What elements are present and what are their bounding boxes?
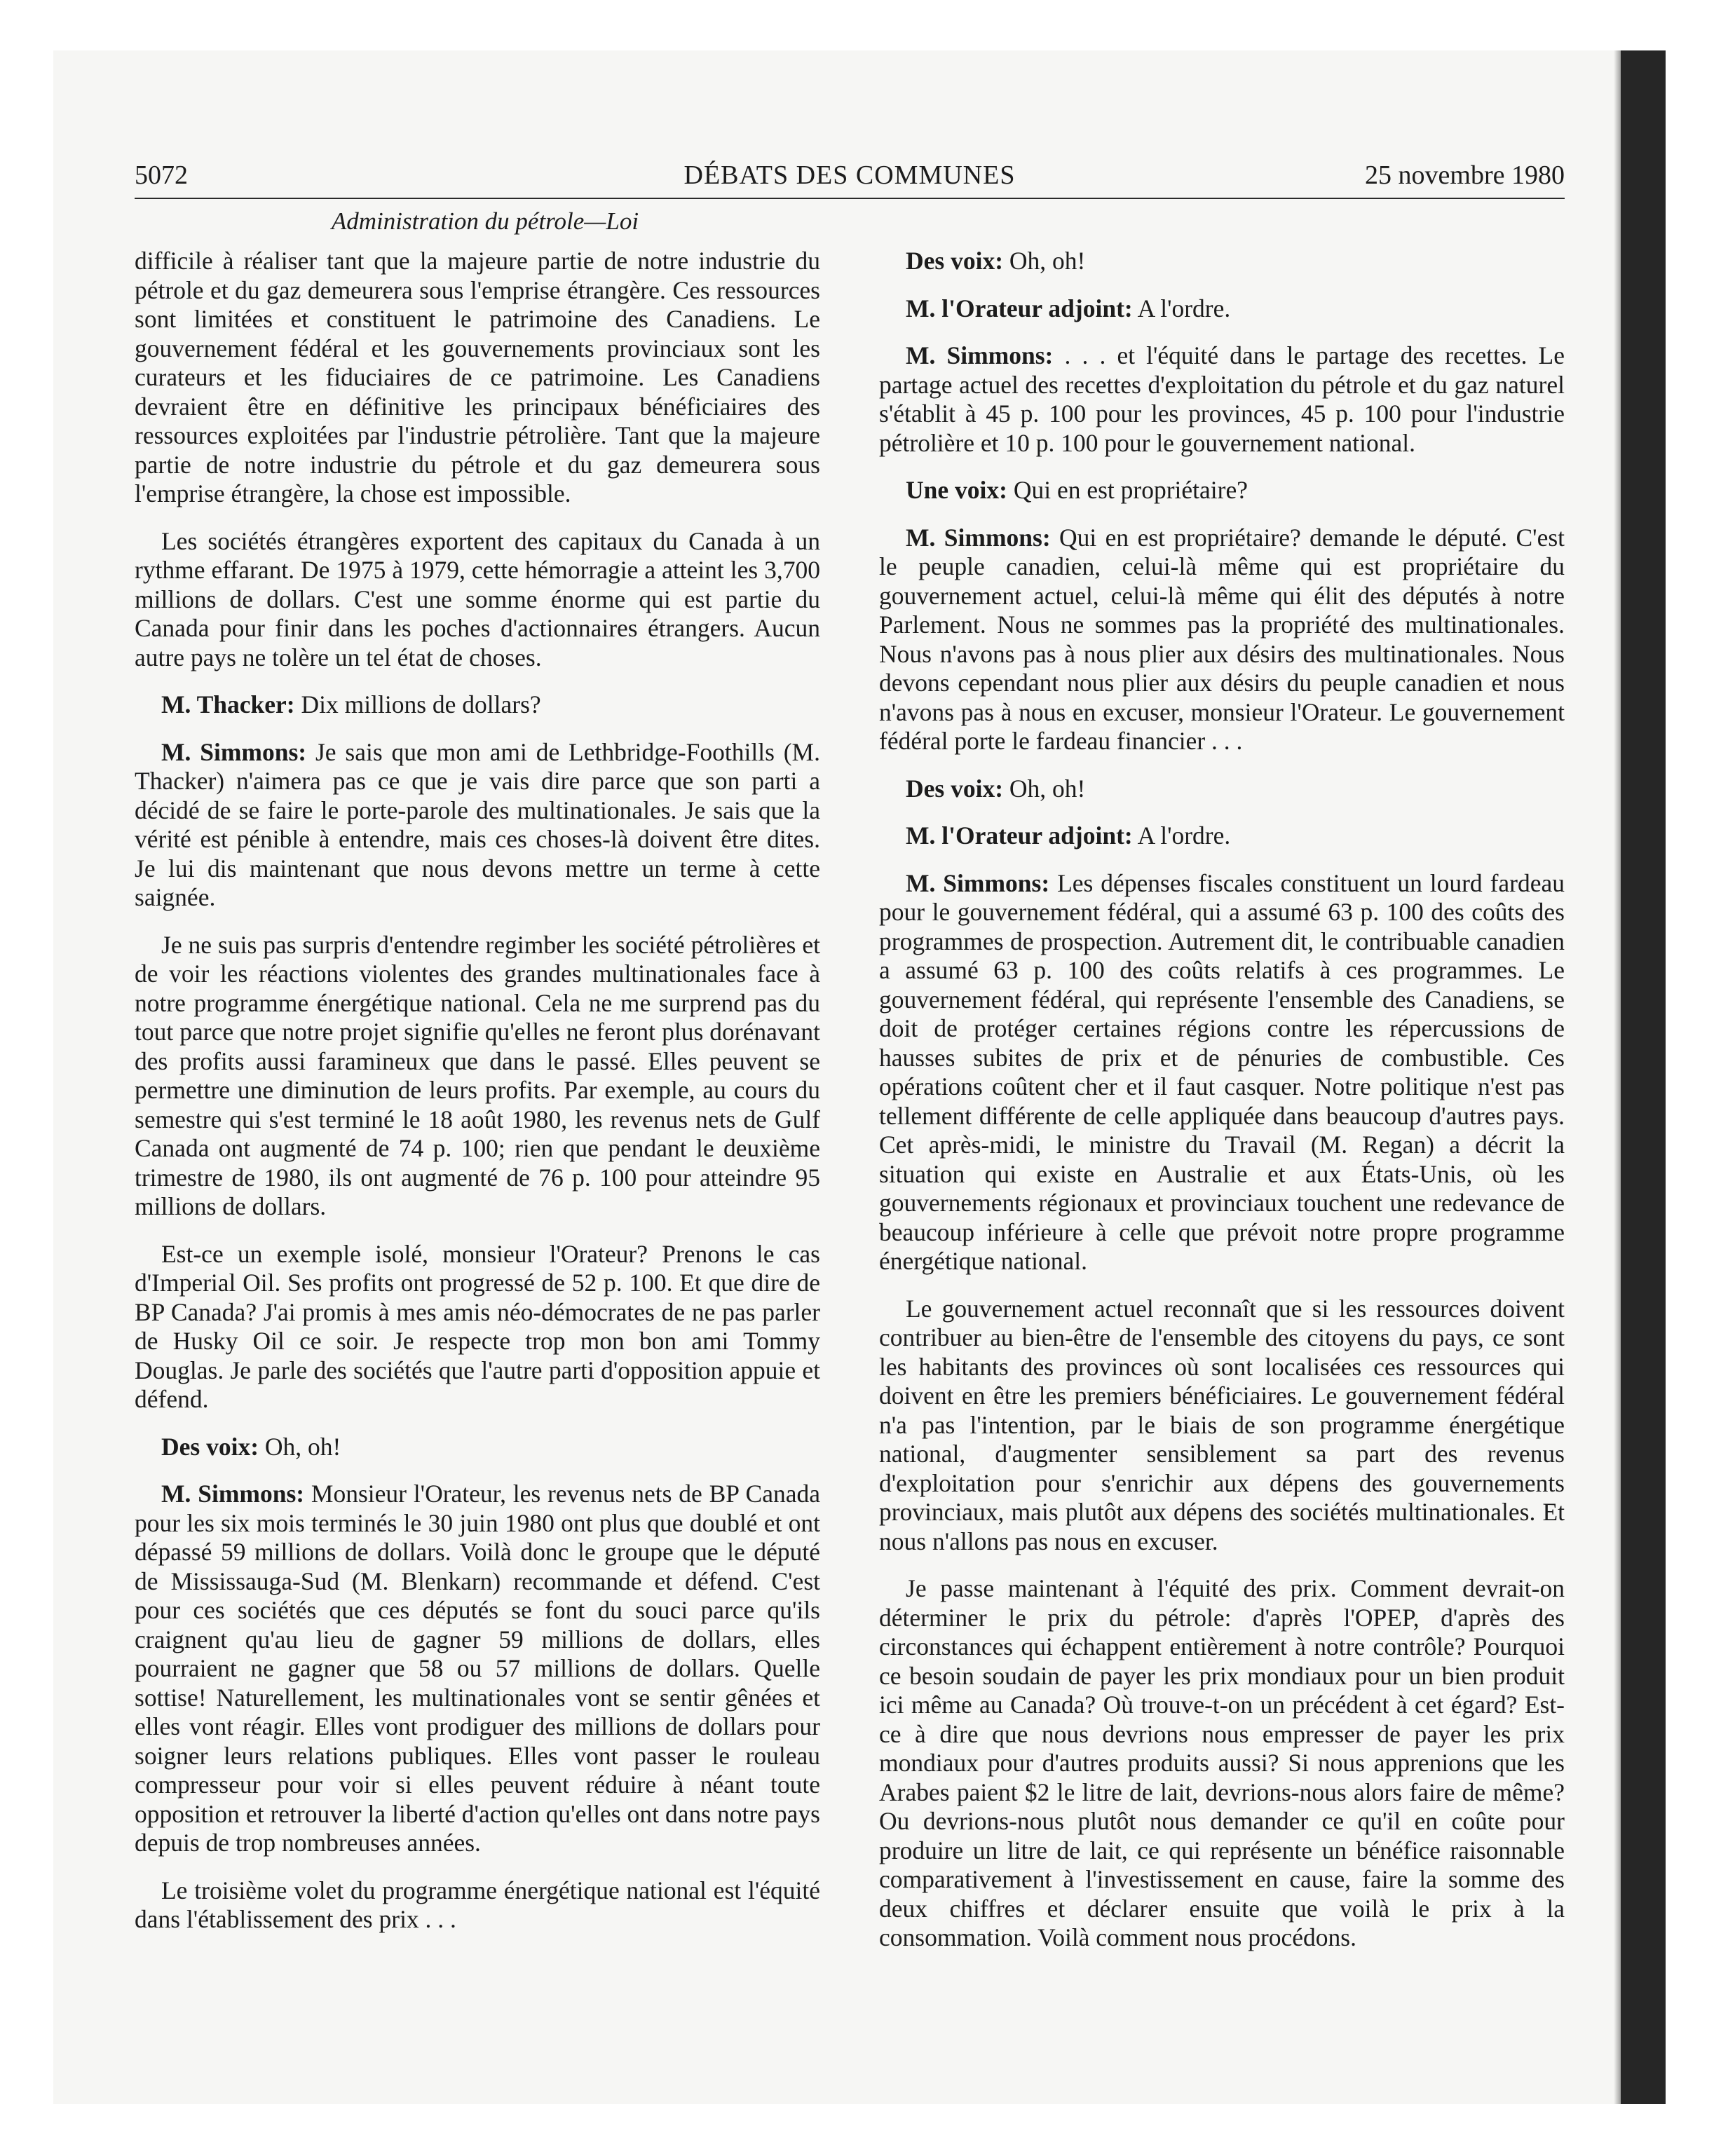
speaker-name: M. Simmons: bbox=[161, 737, 307, 766]
paragraph bbox=[879, 247, 1565, 276]
paragraph bbox=[879, 341, 1565, 458]
paragraph-text: Dix millions de dollars? bbox=[301, 690, 541, 718]
paragraph bbox=[135, 931, 820, 1222]
page-header bbox=[135, 160, 1565, 199]
paragraph bbox=[879, 1295, 1565, 1557]
paragraph bbox=[135, 1433, 820, 1462]
paragraph bbox=[135, 1240, 820, 1414]
paragraph bbox=[879, 821, 1565, 851]
paragraph-text: Je sais que mon ami de Lethbridge-Foothills (M. Thacker) n'aimera pas ce que je vais dire parce que son parti a décidé de se faire le porte-parole des multinationales. Je sais que la vérité est pénible à entendre, mais ces choses-là doivent être dites. Je lui dis maintenant que nous devons mettre un terme à cette saignée. bbox=[135, 737, 820, 911]
running-head: Administration du pétrole—Loi bbox=[331, 207, 639, 235]
paragraph-text: Est-ce un exemple isolé, monsieur l'Orateur? Prenons le cas d'Imperial Oil. Ses profits ont progressé de 52 p. 100. Et que dire de BP Canada? J'ai promis à mes amis néo-démocrates de ne pas parler de Husky Oil ce soir. Je respecte trop mon bon ami Tommy Douglas. Je parle des sociétés que l'autre parti d'opposition appuie et défend. bbox=[135, 1239, 820, 1413]
speaker-name: M. l'Orateur adjoint: bbox=[906, 294, 1133, 322]
paragraph bbox=[135, 690, 820, 720]
paragraph bbox=[879, 294, 1565, 324]
scan-edge-shadow bbox=[1621, 50, 1666, 2104]
paragraph bbox=[879, 869, 1565, 1276]
paragraph bbox=[135, 738, 820, 913]
left-column bbox=[135, 247, 820, 1953]
page-date: 25 novembre 1980 bbox=[1365, 161, 1565, 190]
speaker-name: Des voix: bbox=[906, 774, 1004, 803]
paragraph bbox=[135, 1480, 820, 1858]
paragraph-text: Le troisième volet du programme énergétique national est l'équité dans l'établissement des prix . . . bbox=[135, 1876, 820, 1933]
paragraph bbox=[135, 247, 820, 509]
paragraph-text: A l'ordre. bbox=[1137, 294, 1231, 322]
paragraph-text: Oh, oh! bbox=[1009, 774, 1086, 803]
paragraph-text: A l'ordre. bbox=[1137, 821, 1231, 850]
paragraph-text: Monsieur l'Orateur, les revenus nets de BP Canada pour les six mois terminés le 30 juin 1980 ont plus que doublé et ont dépassé 59 millions de dollars. Voilà donc le groupe que le député de Mississauga-Sud (M. Blenkarn) recommande et défend. C'est pour ces sociétés que ces députés se font du souci parce qu'ils craignent qu'au lieu de gagner 59 millions de dollars, elles pourraient ne gagner que 58 ou 57 millions de dollars. Quelle sottise! Naturellement, les multinationales vont se sentir gênées et elles vont réagir. Elles vont prodiguer des millions de dollars pour soigner leurs relations publiques. Elles vont passer le rouleau compresseur pour voir si elles peuvent réduire à néant toute opposition et retrouver la liberté d'action qu'elles ont dans notre pays depuis de trop nombreuses années. bbox=[135, 1480, 820, 1857]
speaker-name: M. Simmons: bbox=[906, 523, 1051, 552]
paragraph bbox=[135, 1876, 820, 1935]
paragraph-text: . . . et l'équité dans le partage des recettes. Le partage actuel des recettes d'exploitation du pétrole et du gaz naturel s'établit à 45 p. 100 pour les provinces, 45 p. 100 pour l'industrie pétrolière et 10 p. 100 pour le gouvernement national. bbox=[879, 341, 1565, 457]
paragraph-text: Les dépenses fiscales constituent un lourd fardeau pour le gouvernement fédéral, qui a assumé 63 p. 100 des coûts des programmes de prospection. Autrement dit, le contribuable canadien a assumé 63 p. 100 des coûts relatifs à ces programmes. Le gouvernement fédéral, qui représente l'ensemble des Canadiens, se doit de protéger certaines régions contre les répercussions de hausses subites de prix et de pénuries de combustible. Ces opérations coûtent cher et il faut casquer. Notre politique n'est pas tellement différente de celle appliquée dans beaucoup d'autres pays. Cet après-midi, le ministre du Travail (M. Regan) a décrit la situation qui existe en Australie et aux États-Unis, où les gouvernements régionaux et provinciaux touchent une redevance de beaucoup inférieure à celle que prévoit notre propre programme énergétique national. bbox=[879, 868, 1565, 1275]
paragraph-text: Qui en est propriétaire? demande le député. C'est le peuple canadien, celui-là même qui est propriétaire du gouvernement actuel, celui-là même qui élit des députés à notre Parlement. Nous ne sommes pas la propriété des multinationales. Nous n'avons pas à nous plier aux désirs des multinationales. Nous devons cependant nous plier aux désirs du peuple canadien et nous n'avons pas à nous en excuser, monsieur l'Orateur. Le gouvernement fédéral porte le fardeau financier . . . bbox=[879, 523, 1565, 755]
page-number: 5072 bbox=[135, 161, 188, 190]
paragraph bbox=[879, 524, 1565, 756]
speaker-name: M. l'Orateur adjoint: bbox=[906, 821, 1133, 850]
paragraph-text: Oh, oh! bbox=[1009, 247, 1086, 275]
speaker-name: M. Thacker: bbox=[161, 690, 295, 718]
paragraph-text: Je ne suis pas surpris d'entendre regimber les société pétrolières et de voir les réactions violentes des grandes multinationales face à notre programme énergétique national. Cela ne me surprend pas du tout parce que notre projet signifie qu'elles ne feront plus dorénavant des profits aussi faramineux que dans le passé. Elles peuvent se permettre une diminution de leurs profits. Par exemple, au cours du semestre qui s'est terminé le 18 août 1980, les revenus nets de Gulf Canada ont augmenté de 74 p. 100; rien que pendant le deuxième trimestre de 1980, ils ont augmenté de 76 p. 100 pour atteindre 95 millions de dollars. bbox=[135, 930, 820, 1220]
paragraph bbox=[879, 476, 1565, 505]
header-rule bbox=[135, 198, 1565, 199]
paragraph-text: Les sociétés étrangères exportent des capitaux du Canada à un rythme effarant. De 1975 à 1979, cette hémorragie a atteint les 3,700 millions de dollars. C'est une somme énorme qui est partie du Canada pour finir dans les poches d'actionnaires étrangers. Aucun autre pays ne tolère un tel état de choses. bbox=[135, 526, 820, 671]
right-column bbox=[879, 247, 1565, 1971]
journal-title: DÉBATS DES COMMUNES bbox=[683, 161, 1016, 190]
speaker-name: M. Simmons: bbox=[906, 868, 1050, 897]
speaker-name: Des voix: bbox=[161, 1432, 259, 1461]
speaker-name: Des voix: bbox=[906, 247, 1004, 275]
paragraph bbox=[135, 527, 820, 673]
paragraph-text: Qui en est propriétaire? bbox=[1013, 476, 1248, 504]
speaker-name: M. Simmons: bbox=[161, 1480, 305, 1508]
paragraph bbox=[879, 775, 1565, 804]
speaker-name: Une voix: bbox=[906, 476, 1007, 504]
paragraph-text: Le gouvernement actuel reconnaît que si les ressources doivent contribuer au bien-être de l'ensemble des citoyens du pays, ce sont les habitants des provinces où sont localisées ces ressources qui doivent en être les premiers bénéficiaires. Le gouvernement fédéral n'a pas l'intention, par le biais de son programme énergétique national, d'augmenter sensiblement sa part des revenus d'exploitation pour s'enrichir aux dépens des gouvernements provinciaux, mais plutôt aux dépens des sociétés multinationales. Et nous n'allons pas nous en excuser. bbox=[879, 1294, 1565, 1555]
paragraph-text: Je passe maintenant à l'équité des prix. Comment devrait-on déterminer le prix du pétrole: d'après l'OPEP, d'après des circonstances qui échappent entièrement à notre contrôle? Pourquoi ce besoin soudain de payer les prix mondiaux pour un bien produit ici même au Canada? Où trouve-t-on un précédent à cet égard? Est-ce à dire que nous devrions nous empresser de payer les prix mondiaux pour d'autres produits aussi? Si nous apprenions que les Arabes paient $2 le litre de lait, devrions-nous alors faire de même? Ou devrions-nous plutôt nous demander ce qu'il en coûte pour produire un litre de lait, ce qui représente un bénéfice raisonnable comparativement à l'investissement en cause, faire la somme des deux chiffres et déclarer ensuite que voilà le prix à la consommation. Voilà comment nous procédons. bbox=[879, 1574, 1565, 1951]
paragraph-text: difficile à réaliser tant que la majeure partie de notre industrie du pétrole et du gaz demeurera sous l'emprise étrangère. Ces ressources sont limitées et constituent le patrimoine des Canadiens. Le gouvernement fédéral et les gouvernements provinciaux sont les curateurs et les fiduciaires de ce patrimoine. Les Canadiens devraient être en définitive les principaux bénéficiaires des ressources exploitées par l'industrie pétrolière. Tant que la majeure partie de notre industrie du pétrole et du gaz demeurera sous l'emprise étrangère, la chose est impossible. bbox=[135, 247, 820, 507]
paragraph bbox=[879, 1574, 1565, 1953]
paragraph-text: Oh, oh! bbox=[264, 1432, 341, 1461]
speaker-name: M. Simmons: bbox=[906, 341, 1054, 369]
